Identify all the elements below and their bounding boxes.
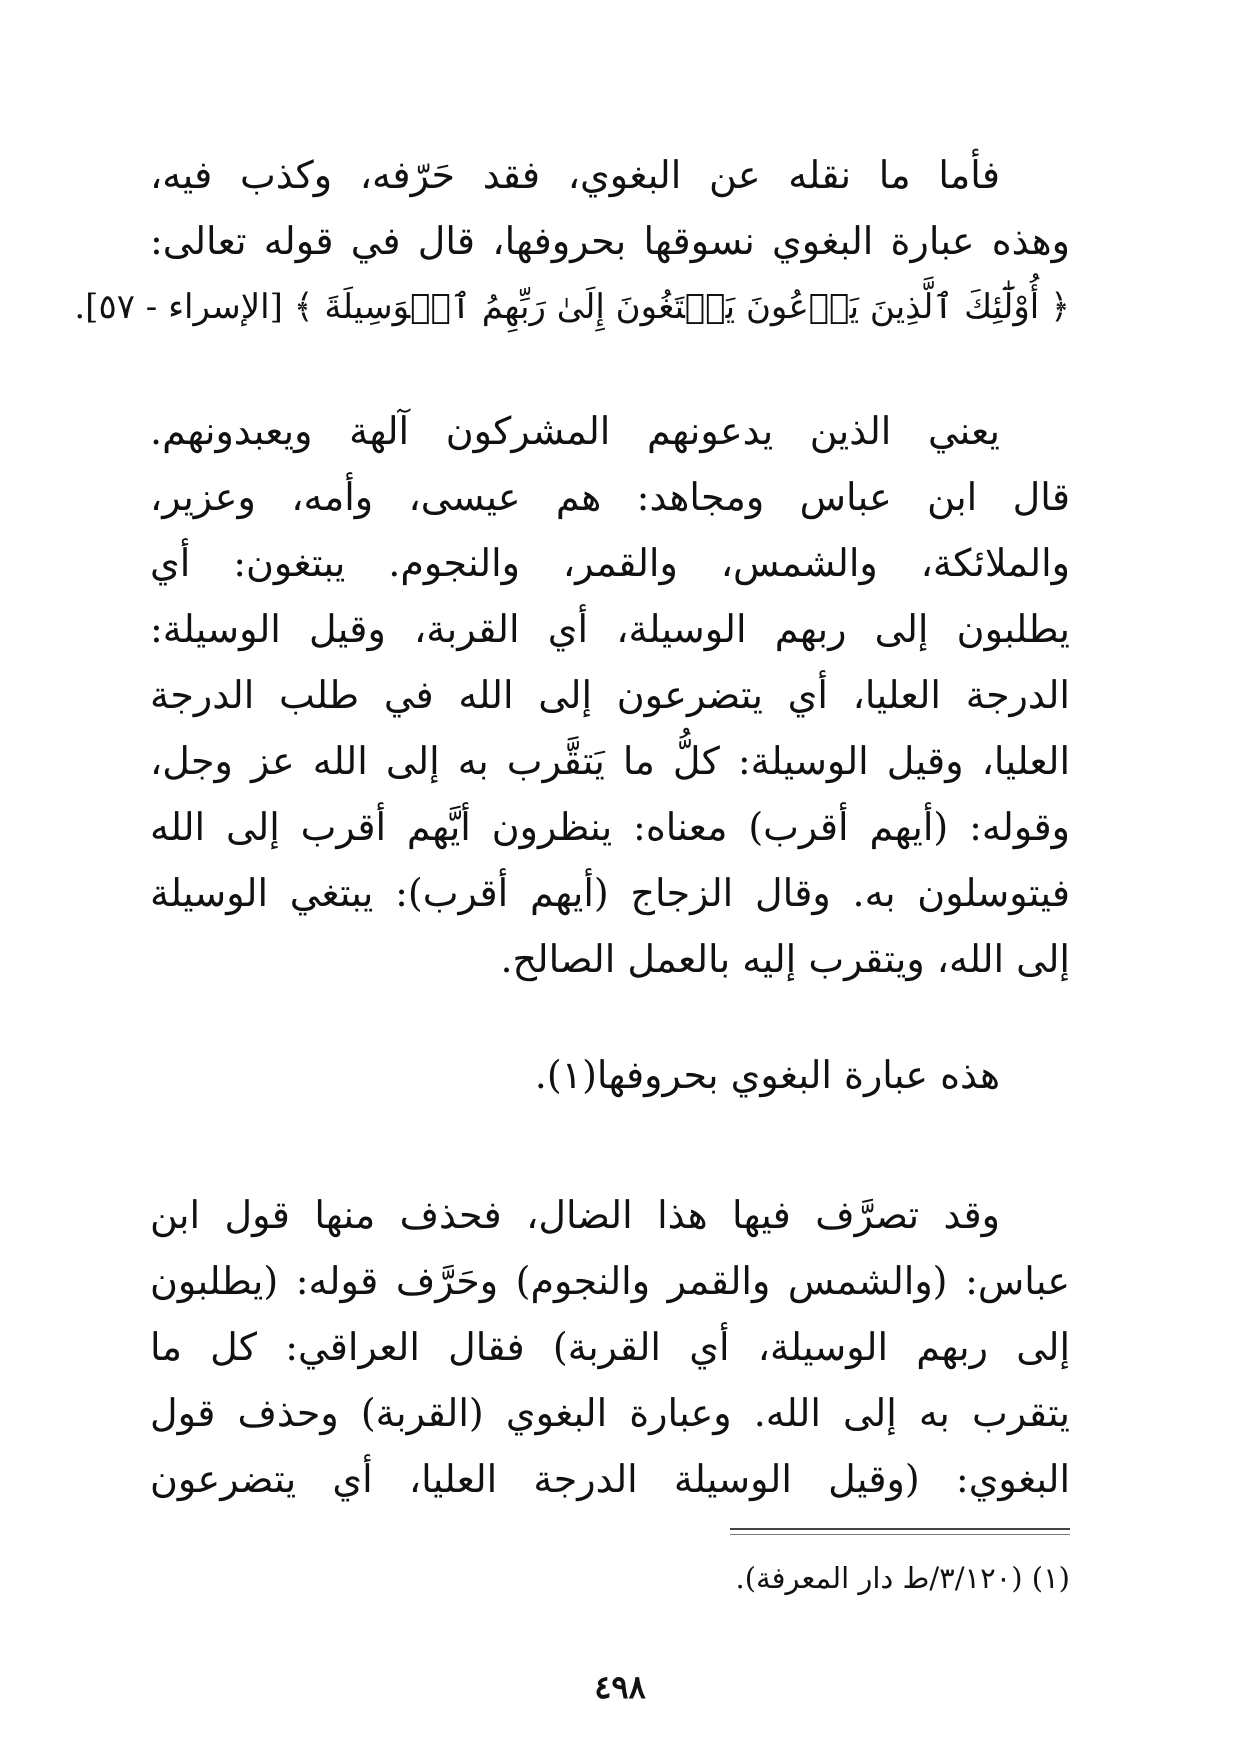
text-line: هذه عبارة البغوي بحروفها(١). [534, 1053, 1000, 1097]
paragraph-4 [150, 1182, 1070, 1512]
text-line: والملائكة، والشمس، والقمر، والنجوم. يبتغون: أي [150, 541, 1070, 585]
text-line: عباس: (والشمس والقمر والنجوم) وحَرَّف قوله: (يطلبون [150, 1259, 1070, 1303]
paragraph-3 [150, 1042, 1070, 1108]
text-line: إلى ربهم الوسيلة، أي القربة) فقال العراقي: كل ما [150, 1325, 1070, 1369]
footnote-divider-thin [730, 1534, 1070, 1535]
text-line: يتقرب به إلى الله. وعبارة البغوي (القربة) وحذف قول [150, 1391, 1070, 1435]
text-line: فيتوسلون به. وقال الزجاج (أيهم أقرب): يبتغي الوسيلة [150, 871, 1070, 915]
text-line: قال ابن عباس ومجاهد: هم عيسى، وأمه، وعزير، [150, 475, 1070, 519]
text-line: العليا، وقيل الوسيلة: كلُّ ما يَتقَّرب به إلى الله عز وجل، [150, 739, 1070, 783]
text-line: وقوله: (أيهم أقرب) معناه: ينظرون أيَّهم أقرب إلى الله [150, 805, 1070, 849]
paragraph-2 [150, 398, 1070, 992]
text-line: البغوي: (وقيل الوسيلة الدرجة العليا، أي يتضرعون [150, 1457, 1070, 1501]
text-line: فأما ما نقله عن البغوي، فقد حَرّفه، وكذب فيه، [150, 153, 1000, 197]
text-line: وقد تصرَّف فيها هذا الضال، فحذف منها قول ابن [150, 1193, 1000, 1237]
quran-verse-line: ﴿ أُوْلَٰٓئِكَ ٱلَّذِينَ يَدۡعُونَ يَبۡتَغُونَ إِلَىٰ رَبِّهِمُ ٱلۡوَسِيلَةَ ﴾ [الإسراء - ٥٧]. [74, 287, 1070, 327]
footnote-divider [730, 1528, 1070, 1530]
text-line: يطلبون إلى ربهم الوسيلة، أي القربة، وقيل الوسيلة: [150, 607, 1070, 651]
text-line: يعني الذين يدعونهم المشركون آلهة ويعبدونهم. [150, 409, 1000, 453]
footnote: (١) (٣/١٢٠/ط دار المعرفة). [735, 1561, 1070, 1595]
text-line: الدرجة العليا، أي يتضرعون إلى الله في طلب الدرجة [150, 673, 1070, 717]
page-number: ٤٩٨ [594, 1668, 646, 1706]
paragraph-1 [74, 142, 1070, 340]
text-line: وهذه عبارة البغوي نسوقها بحروفها، قال في قوله تعالى: [150, 219, 1070, 263]
text-line: إلى الله، ويتقرب إليه بالعمل الصالح. [500, 937, 1070, 981]
